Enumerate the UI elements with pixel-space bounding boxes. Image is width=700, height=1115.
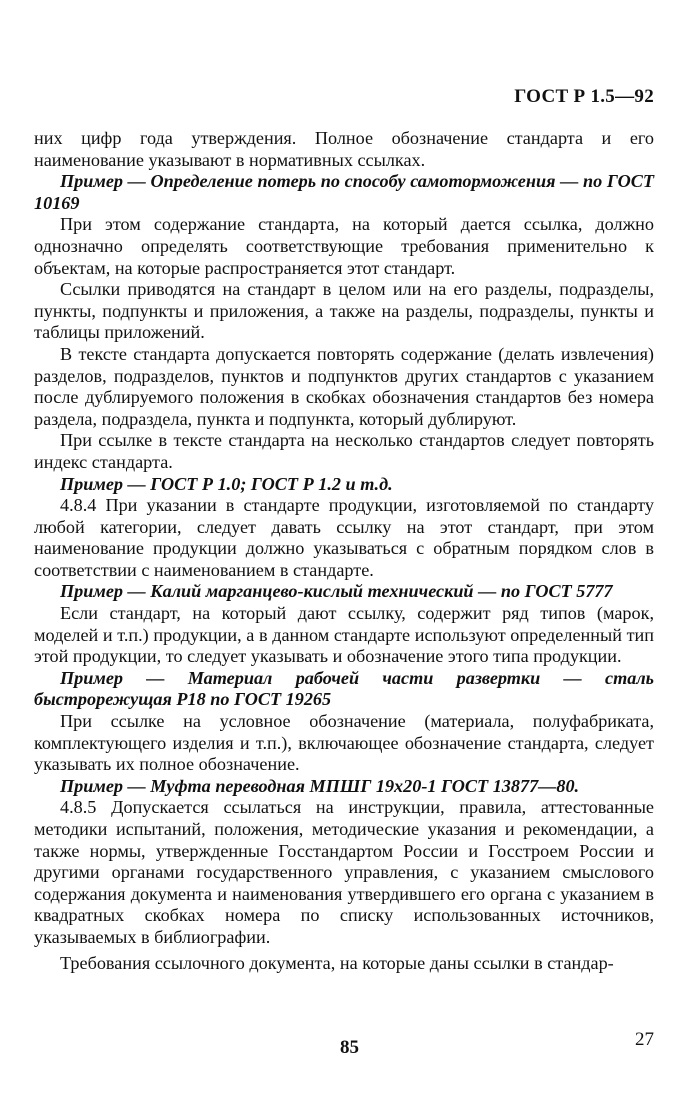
- paragraph: них цифр года утверждения. Полное обозначение стандарта и его наименование указывают в нормативных ссылках.: [34, 128, 654, 170]
- paragraph: Ссылки приводятся на стандарт в целом или на его разделы, подразделы, пункты, подпункты и приложения, а также на разделы, подразделы, пункты и таблицы приложений.: [34, 279, 654, 343]
- example-line: Пример — ГОСТ Р 1.0; ГОСТ Р 1.2 и т.д.: [60, 473, 393, 494]
- body-text: [34, 128, 654, 974]
- paragraph: В тексте стандарта допускается повторять содержание (делать извлечения) разделов, подразделов, пунктов и подпунктов других стандартов с указанием после дублируемого положения в скобках обозначения стандартов без номера раздела, подраздела, пункта и подпункта, который дублируют.: [34, 343, 654, 429]
- paragraph: Требования ссылочного документа, на которые даны ссылки в стандар-: [60, 952, 614, 973]
- paragraph: При этом содержание стандарта, на который дается ссылка, должно однозначно определять соответствующие требования применительно к объектам, на которые распространяется этот стандарт.: [34, 214, 654, 278]
- paragraph: 4.8.5 Допускается ссылаться на инструкции, правила, аттестованные методики испытаний, положения, методические указания и рекомендации, а также нормы, утвержденные Госстандартом России и Госстроем России и другими органами государственного управления, с указанием смыслового содержания документа и наименования утвердившего его органа с указанием в квадратных скобках номера по списку использованных источников, указываемых в библиографии.: [34, 797, 654, 947]
- page-number-secondary: 27: [635, 1029, 654, 1050]
- paragraph: При ссылке в тексте стандарта на несколько стандартов следует повторять индекс стандарта.: [34, 430, 654, 472]
- paragraph: При ссылке на условное обозначение (материала, полуфабриката, комплектующего изделия и т.п.), включающее обозначение стандарта, следует указывать их полное обозначение.: [34, 711, 654, 775]
- paragraph: Если стандарт, на который дают ссылку, содержит ряд типов (марок, моделей и т.п.) продукции, а в данном стандарте используют определенный тип этой продукции, то следует указывать и обозначение этого типа продукции.: [34, 603, 654, 667]
- example-line: Пример — Муфта переводная МПШГ 19х20-1 ГОСТ 13877—80.: [60, 775, 580, 796]
- example-line: Пример — Определение потерь по способу самоторможения — по ГОСТ 10169: [34, 171, 654, 213]
- paragraph: 4.8.4 При указании в стандарте продукции, изготовляемой по стандарту любой категории, следует давать ссылку на этот стандарт, при этом наименование продукции должно указываться с обратным порядком слов в соответствии с наименованием в стандарте.: [34, 495, 654, 580]
- example-line: Пример — Калий марганцево-кислый технический — по ГОСТ 5777: [60, 581, 613, 602]
- example-line: Пример — Материал рабочей части развертки — сталь быстрорежущая Р18 по ГОСТ 19265: [34, 667, 654, 710]
- page-number: 85: [340, 1037, 359, 1058]
- standard-header: ГОСТ Р 1.5—92: [514, 86, 654, 107]
